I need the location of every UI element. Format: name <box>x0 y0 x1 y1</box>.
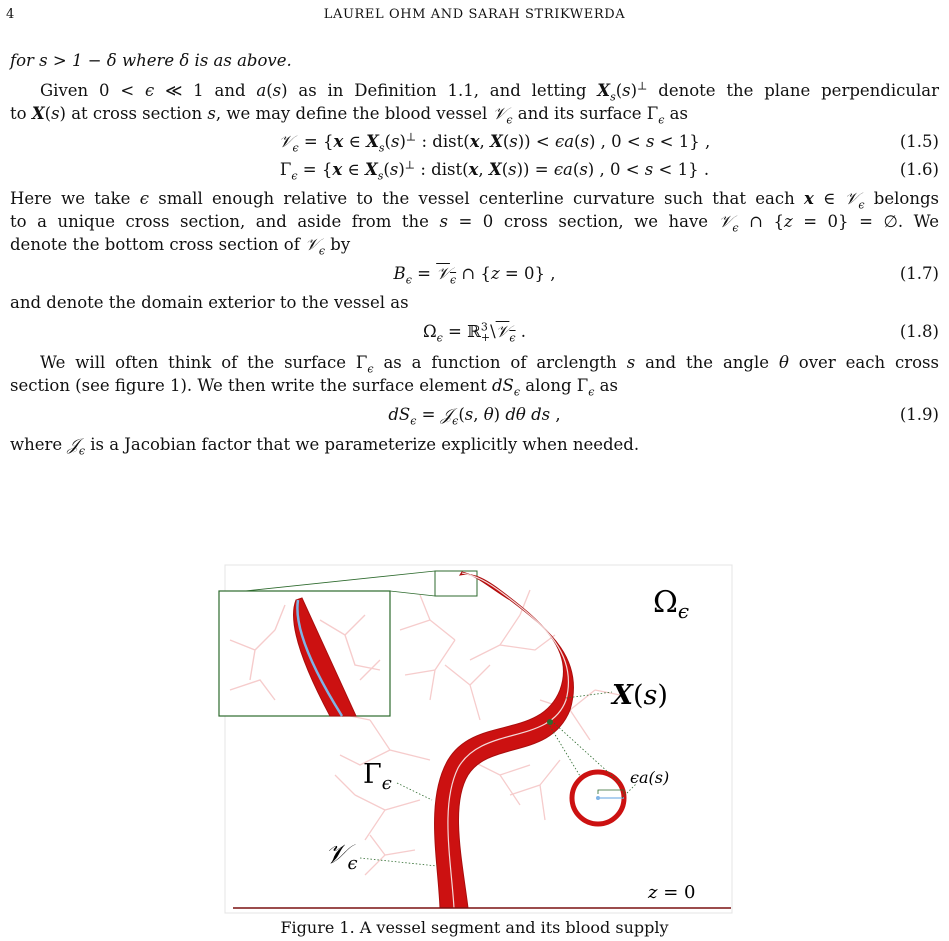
equation-number-1-7: (1.7) <box>899 264 939 283</box>
text-line-7: and denote the domain exterior to the vessel as <box>10 293 409 312</box>
label-surface: $\Gamma_\epsilon$ <box>363 759 392 794</box>
equation-number-1-5: (1.5) <box>899 132 939 151</box>
leader-vessel <box>360 858 437 866</box>
equation-1-9: $dS_\epsilon$ = 𝒥$_\epsilon$(s, θ) dθ ds , <box>388 405 561 428</box>
label-ground: z = 0 <box>648 882 696 903</box>
text-line-10: where 𝒥$_\epsilon$ is a Jacobian factor that we parameterize explicitly when needed. <box>10 435 640 458</box>
label-radius: ϵa(s) <box>630 768 670 787</box>
inset-connector-bottom <box>390 591 435 596</box>
text-line-1: for s > 1 − δ where δ is as above. <box>10 51 292 70</box>
cross-section-center <box>596 796 600 800</box>
label-centerline: X(s) <box>612 680 668 711</box>
equation-number-1-9: (1.9) <box>899 405 939 424</box>
text-line-4: Here we take ϵ small enough relative to the vessel centerline curvature such that each x ∈ 𝒱$_\epsilon$ belongs <box>10 189 939 212</box>
radius-bracket <box>598 790 624 794</box>
equation-1-7: $B_\epsilon$ = 𝒱$_\epsilon$ ∩ {z = 0} , <box>393 264 556 287</box>
figure-caption: Figure 1. A vessel segment and its blood supply <box>280 918 669 937</box>
equation-number-1-8: (1.8) <box>899 322 939 341</box>
equation-1-8: $\Omega_\epsilon$ = ℝ$^3_+$\𝒱$_\epsilon$ . <box>422 320 527 345</box>
text-line-2: Given 0 < ϵ ≪ 1 and a(s) as in Definition 1.1, and letting $X_s(s)^\perp$ denote the plane perpendicular <box>40 79 939 104</box>
equation-1-5: 𝒱$_\epsilon$ = {x ∈ $X_s(s)^\perp$ : dist(x, X(s)) < ϵa(s) , 0 < s < 1} , <box>278 130 711 155</box>
text-line-8: We will often think of the surface $\Gamma_\epsilon$ as a function of arclength s and the angle θ over each cross <box>40 353 939 376</box>
equation-1-6: $\Gamma_\epsilon = \{x$ ∈ $X_s(s)^\perp$ : dist(x, X(s)) = ϵa(s) , 0 < s < 1} . <box>279 158 710 183</box>
vessel-body <box>435 572 574 908</box>
text-line-5: to a unique cross section, and aside from the s = 0 cross section, we have 𝒱$_\epsilon$ ∩ {z = 0} = ∅. We <box>10 212 939 235</box>
text-line-6: denote the bottom cross section of 𝒱$_\epsilon$ by <box>10 235 351 258</box>
cross-section-marker <box>547 719 553 725</box>
label-vessel: 𝒱$_\epsilon$ <box>325 839 358 874</box>
leader-surface <box>397 783 432 800</box>
text-line-9: section (see figure 1). We then write the surface element $dS_\epsilon$ along $\Gamma_\epsilon$ as <box>10 376 618 399</box>
running-head: LAUREL OHM AND SARAH STRIKWERDA <box>323 7 626 22</box>
label-omega: $\Omega_\epsilon$ <box>653 585 690 623</box>
page-number: 4 <box>6 7 15 22</box>
text-line-3: to X(s) at cross section s, we may define the blood vessel 𝒱$_\epsilon$ and its surface $\Gamma_\epsilon$ as <box>10 104 688 127</box>
inset-connector-top <box>245 571 435 591</box>
equation-number-1-6: (1.6) <box>899 160 939 179</box>
